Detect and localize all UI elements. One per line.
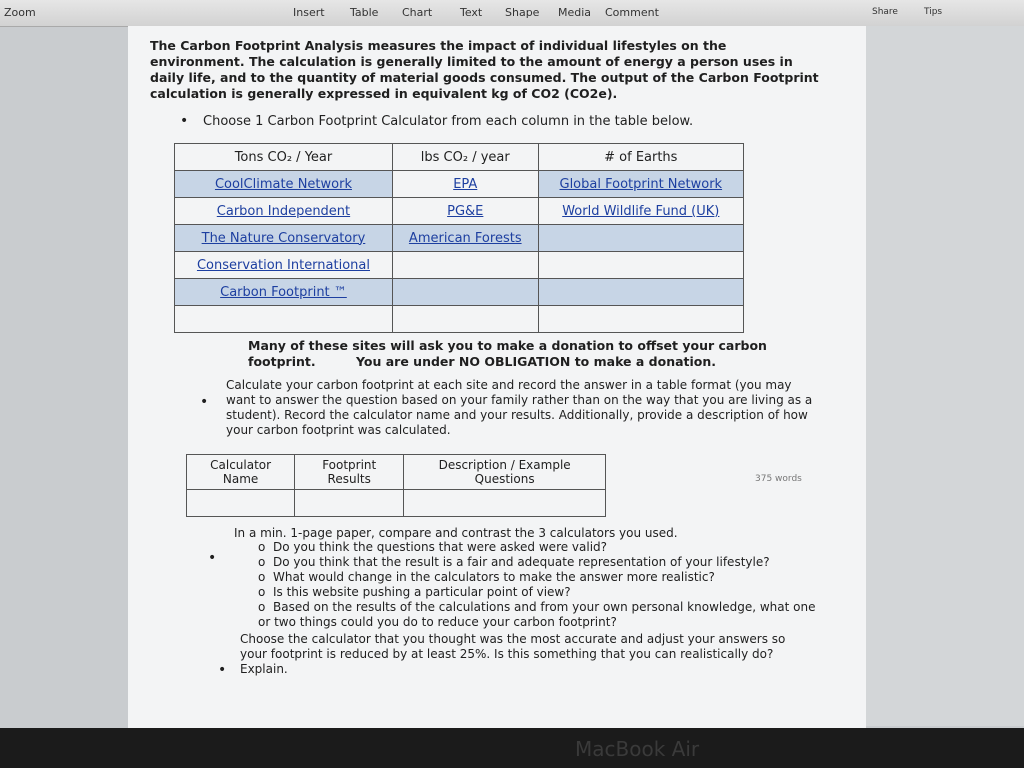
results-table (186, 454, 606, 517)
header-description: Description / Example Questions (404, 455, 606, 490)
header-calculator-name: Calculator Name (187, 455, 295, 490)
header-footprint-results: Footprint Results (295, 455, 404, 490)
table-cell (538, 279, 743, 306)
header-lbs: lbs CO₂ / year (392, 144, 538, 171)
laptop-bezel (0, 728, 1024, 768)
sub-question: o What would change in the calculators to make the answer more realistic? (258, 570, 715, 584)
table-cell (538, 306, 743, 333)
donation-obligation: You are under NO OBLIGATION to make a donation. (356, 354, 717, 369)
table-cell (392, 279, 538, 306)
calc-link[interactable]: The Nature Conservatory (175, 225, 393, 252)
device-brand: MacBook Air (575, 737, 700, 761)
header-tons: Tons CO₂ / Year (175, 144, 393, 171)
bullet-choose-accurate: Choose the calculator that you thought was the most accurate and adjust your answers so your footprint is reduced by at least 25%. Is this something that you can realistically do? Explain. (240, 632, 786, 676)
table-menu[interactable]: Table (350, 6, 379, 19)
bullet-compare: In a min. 1-page paper, compare and contrast the 3 calculators you used. (234, 526, 678, 540)
table-cell (392, 306, 538, 333)
bullet-choose: Choose 1 Carbon Footprint Calculator from each column in the table below. (203, 114, 694, 129)
calc-link[interactable]: Conservation International (175, 252, 393, 279)
calc-link[interactable]: Global Footprint Network (538, 171, 743, 198)
sub-question: o Is this website pushing a particular point of view? (258, 585, 571, 599)
table-cell (392, 252, 538, 279)
calc-link[interactable]: CoolClimate Network (175, 171, 393, 198)
calculator-table (174, 143, 744, 333)
table-cell (295, 490, 404, 517)
comment-menu[interactable]: Comment (605, 6, 659, 19)
calc-link[interactable]: American Forests (392, 225, 538, 252)
word-count: 375 words (755, 474, 802, 484)
sub-question: o Do you think the questions that were asked were valid? (258, 540, 608, 554)
calc-link[interactable]: Carbon Independent (175, 198, 393, 225)
tips-button[interactable]: Tips (924, 7, 943, 17)
bullet-dot: • (180, 113, 189, 129)
format-sidebar (860, 26, 1024, 726)
shape-menu[interactable]: Shape (505, 6, 540, 19)
calc-link[interactable]: World Wildlife Fund (UK) (538, 198, 743, 225)
intro-paragraph: The Carbon Footprint Analysis measures the impact of individual lifestyles on the environment. The calculation is generally limited to the amount of energy a person uses in daily life, and to the quantity of material goods consumed. The output of the Carbon Footprint calculation is generally expressed in equivalent kg of CO2 (CO2e). (150, 38, 819, 101)
table-cell (538, 252, 743, 279)
calc-link[interactable]: Carbon Footprint ™ (175, 279, 393, 306)
bullet-dot: • (208, 550, 217, 566)
calc-link[interactable]: EPA (392, 171, 538, 198)
text-menu[interactable]: Text (460, 6, 483, 19)
share-button[interactable]: Share (872, 7, 898, 17)
sub-question-list (258, 540, 818, 630)
donation-note: Many of these sites will ask you to make a donation to offset your carbon footprint. (248, 338, 767, 369)
bullet-dot: • (200, 394, 209, 410)
insert-menu[interactable]: Insert (293, 6, 325, 19)
table-cell (538, 225, 743, 252)
bullet-dot: • (218, 662, 227, 678)
bullet-calculate: Calculate your carbon footprint at each site and record the answer in a table format (you may want to answer the question based on your family rather than on the way that you are living as a student). Record the calculator name and your results. Additionally, provide a description of how your carbon footprint was calculated. (226, 378, 813, 437)
media-menu[interactable]: Media (558, 6, 592, 19)
sub-question: o Do you think that the result is a fair and adequate representation of your lifestyle? (258, 555, 770, 569)
header-earths: # of Earths (538, 144, 743, 171)
chart-menu[interactable]: Chart (402, 6, 433, 19)
document-page[interactable] (128, 26, 866, 732)
calc-link[interactable]: PG&E (392, 198, 538, 225)
table-cell (404, 490, 606, 517)
table-cell (175, 306, 393, 333)
table-cell (187, 490, 295, 517)
sub-question: o Based on the results of the calculations and from your own personal knowledge, what one or two things could you do to reduce your carbon footprint? (258, 600, 816, 629)
toolbar (0, 0, 1024, 27)
zoom-control[interactable]: Zoom (4, 6, 36, 19)
